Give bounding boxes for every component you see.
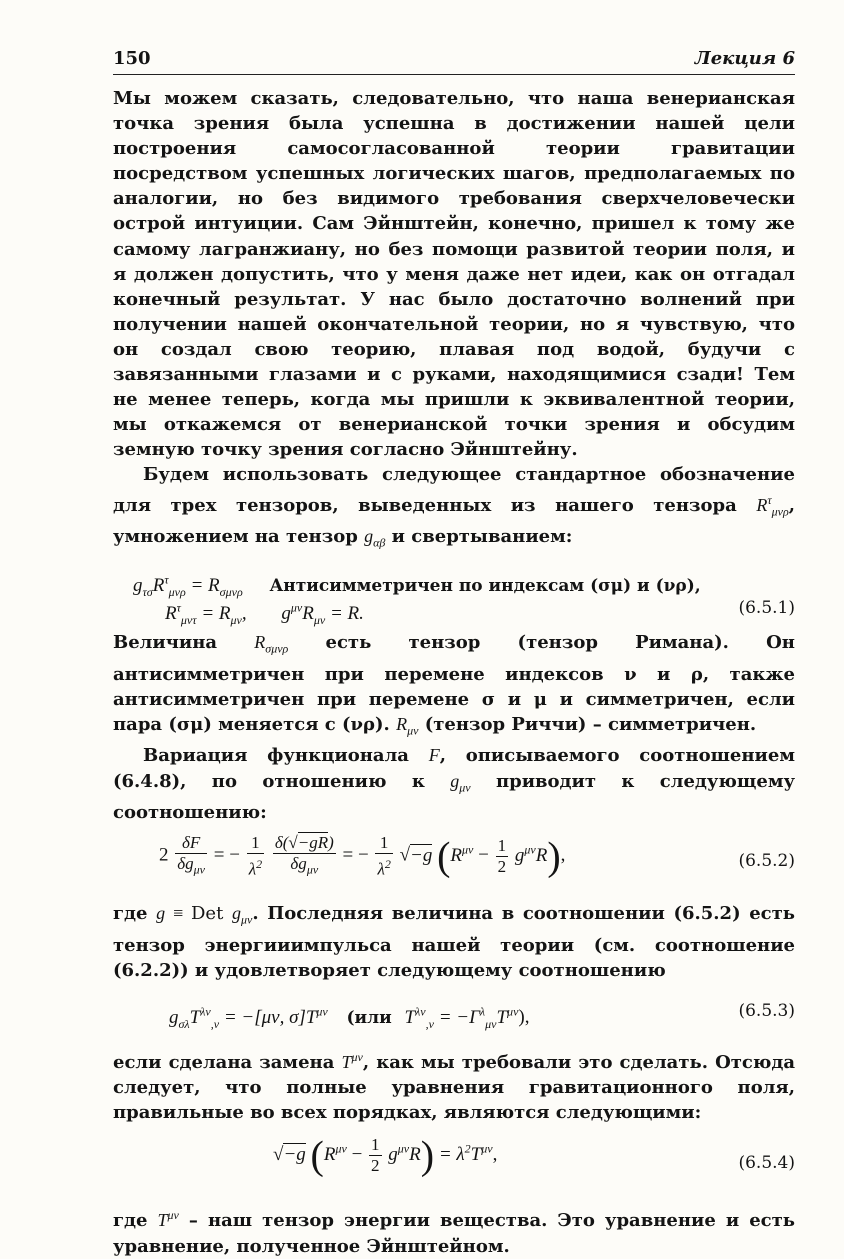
text-fragment: (тензор Риччи) – симметричен. [424, 713, 757, 735]
equation-note: Антисимметричен по индексам (σμ) и (νρ), [269, 576, 701, 597]
equation-6-5-1: $g_{\tau\sigma}R^\tau_{\mu\nu\rho} = R_{\sigma\mu\nu\rho}$ Антисимметричен по индексам (σμ) и (νρ), $R^\tau_{\mu\nu\tau} = R_{\mu\nu}$, $g^{\mu\nu}R_{\mu\nu} = R$. (6.5.1) [133, 572, 795, 627]
text-fragment: , умножением на тензор [113, 494, 795, 548]
paragraph-3: Величина $R_{\sigma\mu\nu\rho}$ есть тензор (тензор Римана). Он антисимметричен при перемене индексов ν и ρ, также антисимметричен при перемене σ и μ и симметричен, если пара (σμ) меняется с (νρ). $R_{\mu\nu}$ (тензор Риччи) – симметричен. [113, 631, 795, 738]
equation-number: (6.5.2) [738, 851, 795, 872]
equation-6-5-2: 2 $\frac{\delta F}{\delta g_{\mu\nu}}$ = − $\frac{1}{\lambda^2}$ $\frac{\delta(√-gR)}{\delta g_{\mu\nu}}$ = − $\frac{1}{\lambda^2}$ √−g ($R^{\mu\nu}$ − $\frac{1}{2}$ $g^{\mu\nu}R$), (6.5.2) [159, 833, 795, 879]
page-number: 150 [113, 48, 151, 69]
text-fragment: Величина [113, 631, 218, 653]
text-fragment: Вариация функционала [143, 745, 409, 767]
paragraph-6: если сделана замена $T^{\mu\nu}$, как мы требовали это сделать. Отсюда следует, что полные уравнения гравитационного поля, правильные во всех порядках, являются следующими: [113, 1050, 795, 1124]
text-fragment: где [113, 903, 148, 925]
running-head: Лекция 6 [694, 48, 795, 69]
text-fragment: . Последняя величина в соотношении (6.5.2) есть тензор энергииимпульса нашей теории (см. соотношение (6.2.2)) и удовлетворяет следующему соотношению [113, 903, 795, 982]
equation-number: (6.5.3) [738, 1001, 795, 1022]
equation-number: (6.5.1) [738, 597, 795, 618]
paragraph-1: Мы можем сказать, следовательно, что наша венерианская точка зрения была успешна в достижении нашей цели построения самосогласованной теории гравитации посредством успешных логических шагов, предполагаемых по аналогии, но без видимого требования сверхчеловечески острой интуиции. Сам Эйнштейн, конечно, пришел к тому же самому лагранжиану, но без помощи развитой теории поля, и я должен допустить, что у меня даже нет идеи, как он отгадал конечный результат. У нас было достаточно волнений при получении нашей окончательной теории, но я чувствую, что он создал свою теорию, плавая под водой, будучи с завязанными глазами и с руками, находящимися сзади! Тем не менее теперь, когда мы пришли к эквивалентной теории, мы откажемся от венерианской точки зрения и обсудим земную точку зрения согласно Эйнштейну. [113, 88, 795, 461]
paragraph-4: Вариация функционала F, описываемого соотношением (6.4.8), по отношению к $g_{\mu\nu}$ приводит к следующему соотношению: [113, 745, 795, 824]
paragraph-5: где g ≡ Det $g_{\mu\nu}$. Последняя величина в соотношении (6.5.2) есть тензор энергииимпульса нашей теории (см. соотношение (6.2.2)) и удовлетворяет следующему соотношению [113, 903, 795, 982]
body-text [113, 86, 795, 1259]
equation-6-5-3: $g_{\sigma\lambda}T^{\lambda\nu}_{,\nu} = -[\mu\nu$, $\sigma]T^{\mu\nu}$ (или $T^{\lambda\nu}_{,\nu} = -\Gamma^\lambda_{\mu\nu}T^{\mu\nu}$), (6.5.3) [169, 1001, 795, 1031]
paragraph-2: Будем использовать следующее стандартное обозначение для трех тензоров, выведенных из нашего тензора $R^\tau_{\mu\nu\rho}$, умножением на тензор $g_{\alpha\beta}$ и свертыванием: [113, 464, 795, 550]
text-fragment: приводит к следующему соотношению: [113, 770, 795, 824]
text-fragment: если сделана замена [113, 1052, 335, 1074]
text-fragment: , описываемого соотношением (6.4.8), по отношению к [113, 745, 795, 792]
equation-6-5-4: √−g ($R^{\mu\nu}$ − $\frac{1}{2}$ $g^{\mu\nu}R) = \lambda^2T^{\mu\nu}$, (6.5.4) [273, 1132, 795, 1178]
text-fragment: где [113, 1210, 148, 1232]
page-header [113, 46, 795, 75]
text-fragment: есть тензор (тензор Римана). Он антисимметричен при перемене индексов ν и ρ, также антисимметричен при перемене σ и μ и симметричен, если пара (σμ) меняется с (νρ). [113, 631, 795, 735]
equation-note: (или [346, 1007, 392, 1028]
text-fragment: – наш тензор энергии вещества. Это уравнение и есть уравнение, полученное Эйнштейном. [113, 1210, 795, 1257]
text-fragment: Будем использовать следующее стандартное обозначение для трех тензоров, выведенных из нашего тензора [113, 464, 795, 516]
text-fragment: и свертыванием: [391, 526, 573, 548]
text-fragment: , как мы требовали это сделать. Отсюда следует, что полные уравнения гравитационного поля, правильные во всех порядках, являются следующими: [113, 1052, 795, 1124]
equation-number: (6.5.4) [738, 1153, 795, 1174]
paragraph-7: где $T^{\mu\nu}$ – наш тензор энергии вещества. Это уравнение и есть уравнение, полученное Эйнштейном. [113, 1208, 795, 1257]
